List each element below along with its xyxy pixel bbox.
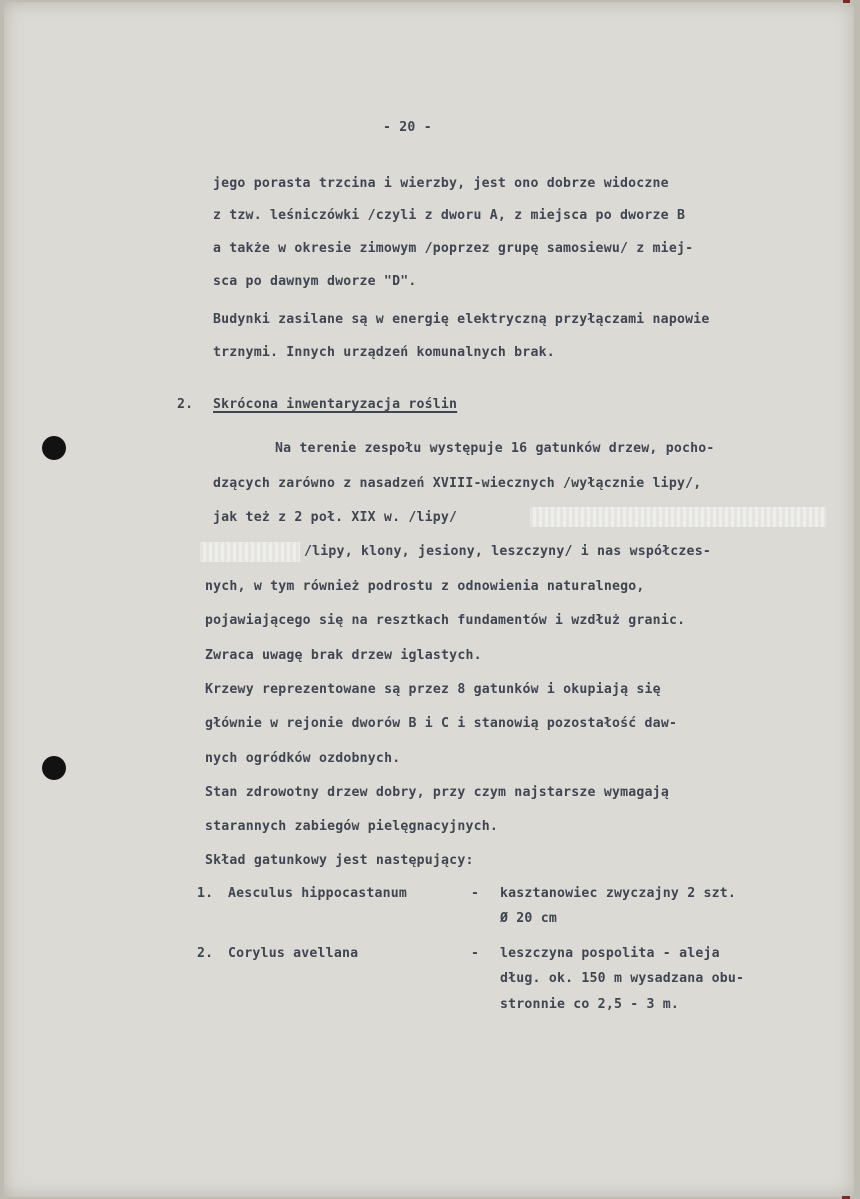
species-latin-name: Corylus avellana — [228, 946, 359, 961]
punch-hole-upper — [42, 436, 66, 460]
body-line: Budynki zasilane są w energię elektryczną przyłączami napowie — [213, 312, 710, 327]
species-description: leszczyna pospolita - aleja — [500, 946, 720, 961]
section-line: starannych zabiegów pielęgnacyjnych. — [205, 819, 499, 834]
body-line: jego porasta trzcina i wierzby, jest ono dobrze widoczne — [213, 176, 669, 191]
species-number: 1. — [197, 886, 214, 901]
species-dash: - — [471, 886, 480, 901]
section-line: /lipy, klony, jesiony, leszczyny/ i nas współczes- — [304, 544, 711, 559]
section-line: Krzewy reprezentowane są przez 8 gatunków i okupiają się — [205, 682, 661, 697]
species-description: stronnie co 2,5 - 3 m. — [500, 997, 680, 1012]
species-number: 2. — [197, 946, 214, 961]
punch-hole-lower — [42, 756, 66, 780]
species-latin-name: Aesculus hippocastanum — [228, 886, 408, 901]
section-line: jak też z 2 poł. XIX w. /lipy/ — [213, 510, 458, 525]
section-number: 2. — [177, 397, 194, 412]
species-description: kasztanowiec zwyczajny 2 szt. — [500, 886, 737, 901]
section-line: Na terenie zespołu występuje 16 gatunków drzew, pocho- — [275, 441, 715, 456]
section-heading: Skrócona inwentaryzacja roślin — [213, 397, 458, 412]
species-dash: - — [471, 946, 480, 961]
body-line: z tzw. leśniczówki /czyli z dworu A, z miejsca po dworze B — [213, 208, 686, 223]
page-number: - 20 - — [383, 120, 432, 135]
correction-tape — [200, 542, 300, 562]
section-line: Skład gatunkowy jest następujący: — [205, 853, 474, 868]
edge-mark-top — [843, 0, 850, 3]
body-line: sca po dawnym dworze "D". — [213, 274, 417, 289]
section-line: Zwraca uwagę brak drzew iglastych. — [205, 648, 482, 663]
correction-tape — [530, 507, 826, 527]
species-description: dług. ok. 150 m wysadzana obu- — [500, 971, 745, 986]
body-line: a także w okresie zimowym /poprzez grupę samosiewu/ z miej- — [213, 241, 694, 256]
section-line: pojawiającego się na resztkach fundamentów i wzdłuż granic. — [205, 613, 686, 628]
section-line: nych ogródków ozdobnych. — [205, 751, 401, 766]
section-line: Stan zdrowotny drzew dobry, przy czym najstarsze wymagają — [205, 785, 669, 800]
section-line: głównie w rejonie dworów B i C i stanowią pozostałość daw- — [205, 716, 678, 731]
section-line: dzących zarówno z nasadzeń XVIII-wiecznych /wyłącznie lipy/, — [213, 476, 702, 491]
body-line: trznymi. Innych urządzeń komunalnych brak. — [213, 345, 555, 360]
section-line: nych, w tym również podrostu z odnowienia naturalnego, — [205, 579, 645, 594]
species-description: Ø 20 cm — [500, 911, 557, 926]
